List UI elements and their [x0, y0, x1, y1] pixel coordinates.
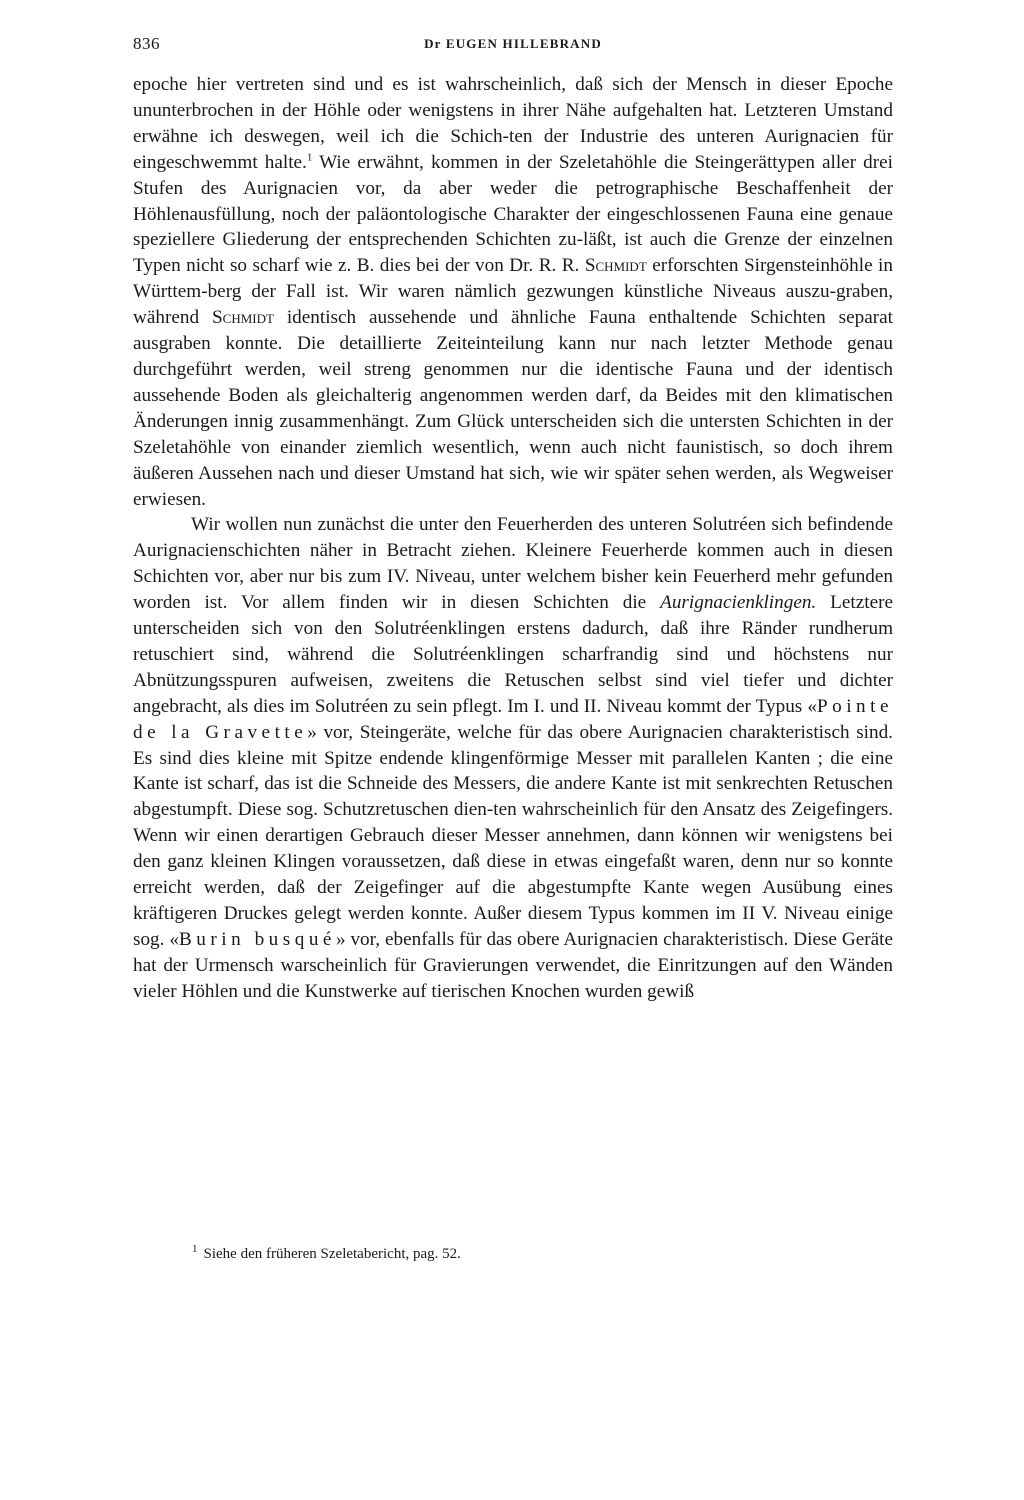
paragraph-2: [133, 512, 893, 1004]
text-segment: epoche hier vertreten sind und es ist wahrscheinlich, daß sich der Mensch in dieser Epoche ununterbrochen in der Höhle oder wenigstens in ihrer Nähe aufgehalten hat. Letzteren Umstand erwähne ich deswegen, weil ich die Schich-ten der Industrie des unteren Aurignacien für eingeschwemmt halte.: [133, 74, 893, 173]
footnote-text: Siehe den früheren Szeletabericht, pag. 52.: [203, 1246, 461, 1262]
text-segment: Wie erwähnt, kommen in der Szeletahöhle die Steingerättypen aller drei Stufen des Aurignacien vor, da aber weder die petrographische Beschaffenheit der Höhlenausfüllung, noch der paläontologische Charakter der eingeschlossenen Fauna eine genaue speziellere Gliederung der entsprechenden Schichten zu-läßt, ist auch die Grenze der einzelnen Typen nicht so scharf wie z. B. dies bei der von Dr. R. R.: [133, 151, 893, 277]
text-segment: » vor, Steingeräte, welche für das obere Aurignacien charakteristisch sind. Es sind dies kleine mit Spitze endende klingenförmige Messer mit parallelen Kanten ; die eine Kante ist scharf, das ist die Schneide des Messers, die andere Kante ist mit senkrechten Retuschen abgestumpft. Diese sog. Schutzretuschen dien-ten wahrscheinlich für den Ansatz des Zeigefingers. Wenn wir einen derartigen Gebrauch dieser Messer annehmen, dann können wir wenigstens bei den ganz kleinen Klingen voraussetzen, daß diese in etwas eingefaßt waren, denn nur so konnte erreicht werden, daß der Zeigefinger auf die abgestumpfte Kante wegen Ausübung eines kräftigeren Druckes gelegt werden konnte. Außer diesem Typus kommen im II V. Niveau einige sog. «: [133, 721, 893, 950]
footnote-ref: 1: [306, 151, 313, 164]
running-head: Dr EUGEN HILLEBRAND: [424, 36, 602, 51]
text-segment: Wir wollen nun zunächst die unter den Feuerherden des unteren Solutréen sich befindende Aurignacienschichten näher in Betracht ziehen. Kleinere Feuerherde kommen auch in diesen Schichten vor, aber nur bis zum IV. Niveau, unter welchem bisher kein Feuerherd mehr gefunden worden ist. Vor allem finden wir in diesen Schichten die: [133, 514, 893, 614]
text-segment: Letztere unterscheiden sich von den Solutréenklingen erstens dadurch, daß ihre Ränder rundherum retuschiert sind, während die Solutréenklingen scharfrandig sind und höchstens nur Abnützungsspuren aufweisen, zweitens die Retuschen selbst sind viel tiefer und dichter angebracht, als dies im Solutréen zu sein pflegt. Im I. und II. Niveau kommt der Typus «: [133, 592, 894, 717]
paragraph-1: [133, 72, 893, 512]
page-header: [133, 34, 893, 58]
body-text: [133, 72, 893, 1005]
text-segment: identisch aussehende und ähnliche Fauna enthaltende Schichten separat ausgraben konnte. Die detaillierte Zeiteinteilung kann nur nach letzter Methode genau durchgeführt werden, weil streng genommen nur die identische Fauna und der identisch aussehende Boden als gleichalterig angenommen werden darf, da Beides mit den klimatischen Änderungen innig zusammenhängt. Zum Glück unterscheiden sich die untersten Schichten in der Szeletahöhle von einander ziemlich wesentlich, wenn auch nicht faunistisch, so doch ihrem äußeren Aussehen nach und dieser Umstand hat sich, wie wir später sehen werden, als Wegweiser erwiesen.: [133, 307, 893, 510]
text-segment: » vor, ebenfalls für das obere Aurignacien charakteristisch. Diese Geräte hat der Urmensch warscheinlich für Gravierungen verwendet, die Einritzungen auf den Wänden vieler Höhlen und die Kunstwerke auf tierischen Knochen wurden gewiß: [133, 928, 893, 1002]
footnote-mark: 1: [192, 1243, 198, 1255]
page-number: 836: [133, 34, 160, 53]
text-segment: erforschten Sirgensteinhöhle in Württem-berg der Fall ist. Wir waren nämlich gezwungen künstliche Niveaus auszu-graben, während: [133, 255, 893, 329]
author-name: Schmidt: [584, 255, 647, 277]
footnote: [192, 1244, 892, 1264]
author-name: Schmidt: [211, 307, 274, 329]
type-name: Burin busqué: [178, 928, 336, 950]
emphasis-term: Aurignacienklingen.: [660, 592, 817, 614]
type-name: Pointe de la Gravette: [133, 695, 893, 743]
